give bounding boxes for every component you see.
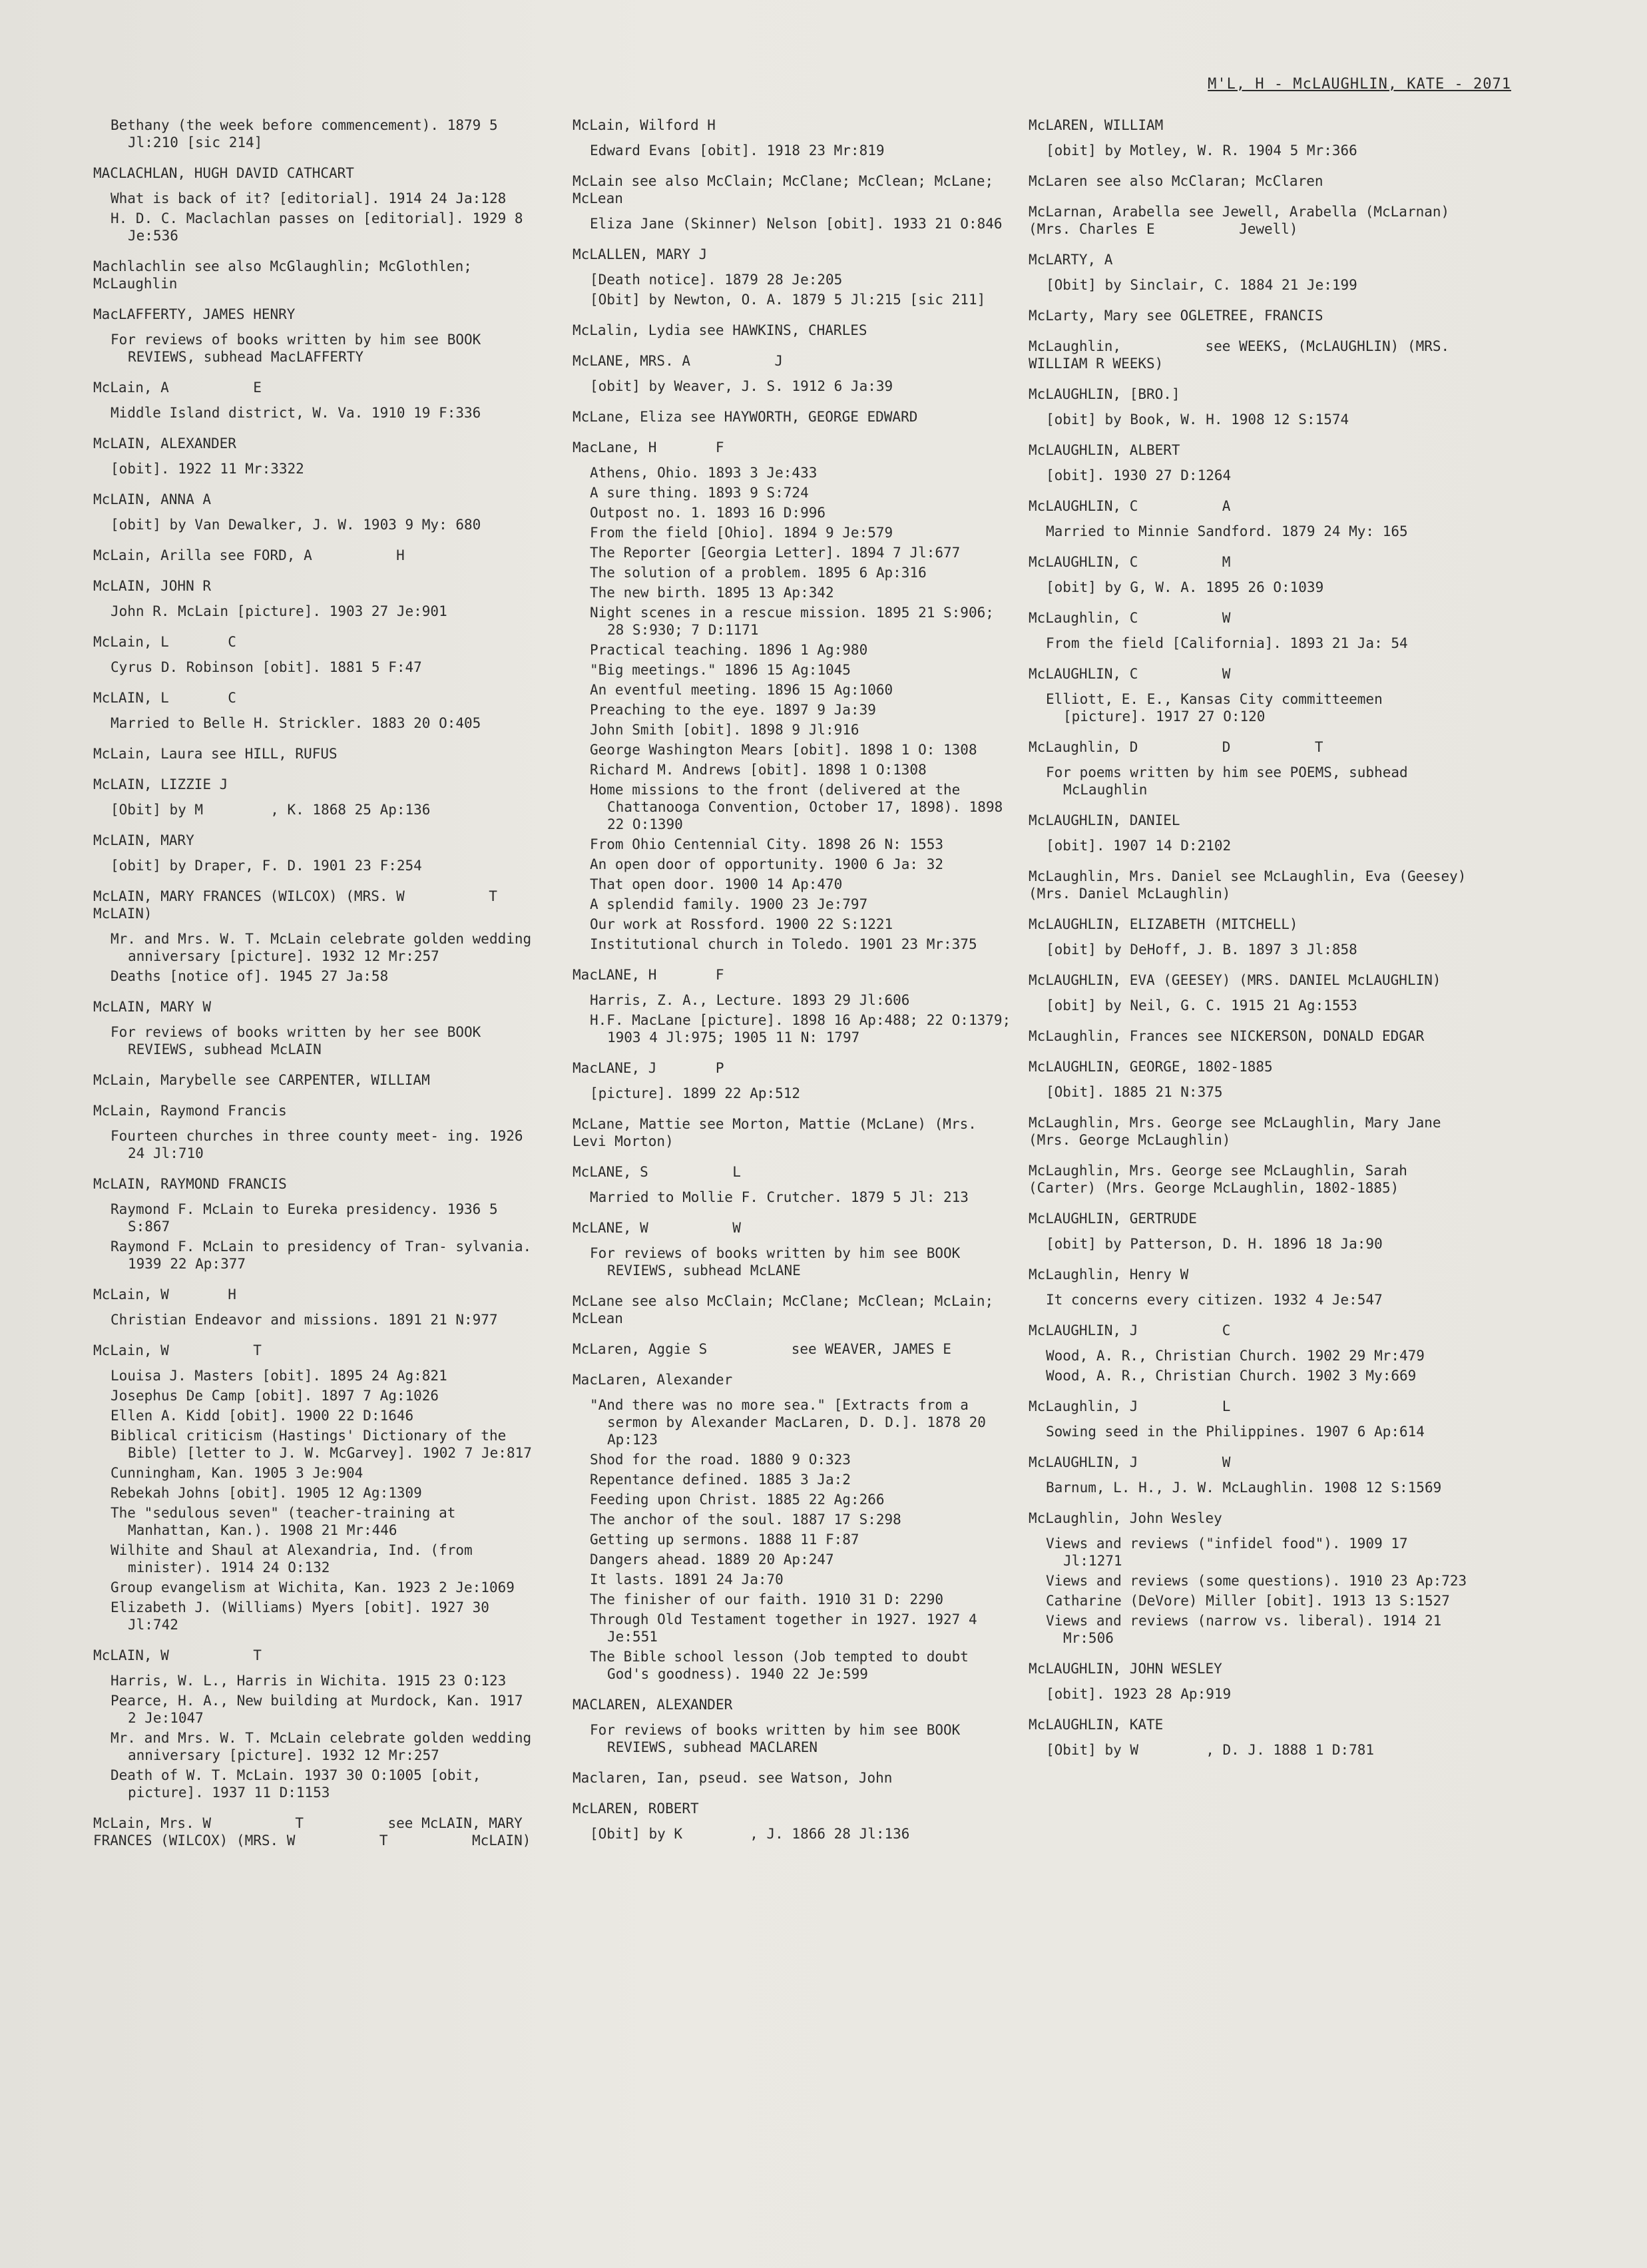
index-entry <box>93 1342 533 1633</box>
entry-heading: McLAIN, L C <box>93 690 236 706</box>
entry-citation: Biblical criticism (Hastings' Dictionary of the Bible) [letter to J. W. McGarvey]. 1902 7 Je:817 <box>111 1428 532 1461</box>
entry-citation: For reviews of books written by him see BOOK REVIEWS, subhead MACLAREN <box>590 1722 969 1755</box>
index-entry <box>93 258 533 292</box>
index-entry <box>1029 338 1468 372</box>
column-3 <box>1029 117 1475 1772</box>
entry-heading: McLAUGHLIN, J C <box>1029 1322 1231 1338</box>
entry-citation: H.F. MacLane [picture]. 1898 16 Ap:488; 22 O:1379; 1903 4 Jl:975; 1905 11 N: 1797 <box>590 1012 1019 1045</box>
entry-heading: McLain, Arilla see FORD, A H <box>93 547 405 563</box>
index-entry <box>1029 972 1468 1014</box>
entry-citation: A sure thing. 1893 9 S:724 <box>590 485 809 501</box>
entry-citation: [obit] by Neil, G. C. 1915 21 Ag:1553 <box>1046 997 1357 1013</box>
entry-citation: [Obit] by K , J. 1866 28 Jl:136 <box>590 1826 910 1842</box>
entry-heading: McLaughlin, Frances see NICKERSON, DONALD EDGAR <box>1029 1028 1425 1044</box>
entry-citation: Institutional church in Toledo. 1901 23 Mr:375 <box>590 936 977 952</box>
index-entry <box>93 1175 540 1273</box>
entry-heading: McLAUGHLIN, [BRO.] <box>1029 386 1180 402</box>
index-entry <box>1029 609 1468 652</box>
entry-heading: McLane, Mattie see Morton, Mattie (McLane) (Mrs. Levi Morton) <box>573 1116 985 1149</box>
entry-citation: Practical teaching. 1896 1 Ag:980 <box>590 642 868 658</box>
index-entry <box>1029 1510 1468 1647</box>
entry-citation: [Obit] by M , K. 1868 25 Ap:136 <box>111 802 431 818</box>
entry-heading: McLarnan, Arabella see Jewell, Arabella (McLarnan) (Mrs. Charles E Jewell) <box>1029 204 1458 237</box>
entry-citation: Harris, W. L., Harris in Wichita. 1915 23 O:123 <box>111 1673 507 1689</box>
index-entry <box>93 1647 540 1801</box>
entry-citation: Group evangelism at Wichita, Kan. 1923 2 Je:1069 <box>111 1579 515 1595</box>
entry-citation: John R. McLain [picture]. 1903 27 Je:901 <box>111 603 447 619</box>
entry-citation: Views and reviews ("infidel food"). 1909 17 Jl:1271 <box>1046 1536 1417 1569</box>
entry-citation: The Reporter [Georgia Letter]. 1894 7 Jl:677 <box>590 545 961 561</box>
entry-citation: [Obit] by Sinclair, C. 1884 21 Je:199 <box>1046 277 1357 293</box>
entry-heading: McLain, L C <box>93 634 236 650</box>
index-entry <box>1029 1210 1468 1253</box>
index-entry <box>1029 1162 1468 1197</box>
index-entry <box>1029 203 1468 238</box>
entry-heading: McLAIN, ALEXANDER <box>93 435 236 451</box>
index-entry <box>573 322 1012 339</box>
entry-citation: [Obit] by Newton, O. A. 1879 5 Jl:215 [sic 211] <box>590 292 986 308</box>
entry-citation: Barnum, L. H., J. W. McLaughlin. 1908 12 S:1569 <box>1046 1480 1442 1496</box>
entry-citation: For reviews of books written by her see BOOK REVIEWS, subhead McLAIN <box>111 1024 489 1057</box>
entry-heading: McLALLEN, MARY J <box>573 246 708 262</box>
entry-citation: Christian Endeavor and missions. 1891 21 N:977 <box>111 1312 498 1328</box>
index-entry <box>1029 1266 1468 1308</box>
entry-citation: Views and reviews (narrow vs. liberal). 1914 21 Mr:506 <box>1046 1613 1450 1646</box>
entry-heading: McLAIN, LIZZIE J <box>93 776 228 792</box>
index-entry <box>93 1071 533 1089</box>
index-entry <box>93 1815 533 1849</box>
index-entry <box>1029 812 1468 854</box>
entry-heading: McLAUGHLIN, C W <box>1029 666 1231 682</box>
entry-citation: Richard M. Andrews [obit]. 1898 1 O:1308 <box>590 762 927 778</box>
entry-citation: A splendid family. 1900 23 Je:797 <box>590 896 868 912</box>
index-entry <box>573 1371 1012 1683</box>
index-entry <box>93 888 582 985</box>
index-entry <box>93 776 533 818</box>
entry-heading: Machlachlin see also McGlaughlin; McGlothlen; McLaughlin <box>93 258 481 292</box>
entry-citation: Sowing seed in the Philippines. 1907 6 Ap:614 <box>1046 1424 1425 1440</box>
index-entry <box>1029 738 1468 798</box>
entry-heading: McLAREN, ROBERT <box>573 1801 699 1817</box>
entry-citation: Our work at Rossford. 1900 22 S:1221 <box>590 916 893 932</box>
entry-citation: From the field [Ohio]. 1894 9 Je:579 <box>590 525 893 541</box>
entry-heading: McLAUGHLIN, KATE <box>1029 1717 1164 1733</box>
entry-citation: An open door of opportunity. 1900 6 Ja: 32 <box>590 856 944 872</box>
entry-citation: Married to Belle H. Strickler. 1883 20 O:405 <box>111 715 481 731</box>
entry-heading: MacLANE, J P <box>573 1060 724 1076</box>
entry-heading: McLAUGHLIN, JOHN WESLEY <box>1029 1661 1222 1677</box>
entry-citation: [Obit]. 1885 21 N:375 <box>1046 1084 1223 1100</box>
entry-heading: McLANE, MRS. A J <box>573 353 784 369</box>
index-entry <box>573 1800 1012 1843</box>
entry-citation: Shod for the road. 1880 9 O:323 <box>590 1452 851 1468</box>
entry-heading: McLAIN, MARY <box>93 832 194 848</box>
entry-heading: McLaughlin, Mrs. Daniel see McLaughlin, Eva (Geesey) (Mrs. Daniel McLaughlin) <box>1029 868 1475 902</box>
index-entry <box>1029 1027 1468 1045</box>
index-entry <box>93 998 533 1058</box>
entry-heading: McLAIN, ANNA A <box>93 491 212 507</box>
index-entry <box>1029 665 1468 725</box>
entry-heading: McLAUGHLIN, ELIZABETH (MITCHELL) <box>1029 916 1298 932</box>
entry-citation: [obit] by Van Dewalker, J. W. 1903 9 My: 680 <box>111 517 481 533</box>
index-entry <box>573 1292 1012 1327</box>
index-entry <box>1029 868 1475 902</box>
index-entry <box>93 577 533 620</box>
entry-citation: Mr. and Mrs. W. T. McLain celebrate golden wedding anniversary [picture]. 1932 12 Mr:257 <box>111 931 540 964</box>
entry-heading: McLain, Raymond Francis <box>93 1103 287 1119</box>
index-entry <box>93 435 533 477</box>
entry-citation: Wood, A. R., Christian Church. 1902 3 My:669 <box>1046 1368 1417 1384</box>
entry-heading: McLaughlin, Mrs. George see McLaughlin, Mary Jane (Mrs. George McLaughlin) <box>1029 1115 1450 1148</box>
entry-heading: McLAIN, RAYMOND FRANCIS <box>93 1176 287 1192</box>
entry-citation: Through Old Testament together in 1927. 1927 4 Je:551 <box>590 1611 986 1645</box>
index-entry <box>573 117 1012 159</box>
entry-citation: [obit] by Book, W. H. 1908 12 S:1574 <box>1046 412 1349 427</box>
entry-citation: What is back of it? [editorial]. 1914 24 Ja:128 <box>111 190 507 206</box>
entry-citation: That open door. 1900 14 Ap:470 <box>590 876 843 892</box>
entry-citation: The new birth. 1895 13 Ap:342 <box>590 585 834 601</box>
entry-citation: Raymond F. McLain to presidency of Tran- sylvania. 1939 22 Ap:377 <box>111 1239 540 1272</box>
index-entry <box>93 306 533 366</box>
entry-heading: McLaughlin, D D T <box>1029 739 1323 755</box>
index-entry <box>1029 1716 1468 1759</box>
entry-citation: Home missions to the front (delivered at the Chattanooga Convention, October 17, 1898). 1898 22 O:1390 <box>590 782 1011 832</box>
entry-citation: [obit]. 1922 11 Mr:3322 <box>111 461 304 477</box>
entry-citation: "Big meetings." 1896 15 Ag:1045 <box>590 662 851 678</box>
entry-citation: Repentance defined. 1885 3 Ja:2 <box>590 1472 851 1488</box>
entry-heading: McLAUGHLIN, EVA (GEESEY) (MRS. DANIEL McLAUGHLIN) <box>1029 972 1441 988</box>
entry-citation: Getting up sermons. 1888 11 F:87 <box>590 1532 859 1548</box>
entry-citation: George Washington Mears [obit]. 1898 1 O: 1308 <box>590 742 977 758</box>
entry-citation: Views and reviews (some questions). 1910 23 Ap:723 <box>1046 1573 1467 1589</box>
entry-citation: [obit] by Patterson, D. H. 1896 18 Ja:90 <box>1046 1236 1383 1252</box>
index-entry <box>573 352 1012 395</box>
entry-citation: [Obit] by W , D. J. 1888 1 D:781 <box>1046 1742 1375 1758</box>
entry-citation: Athens, Ohio. 1893 3 Je:433 <box>590 465 818 481</box>
entry-citation: [obit] by DeHoff, J. B. 1897 3 Jl:858 <box>1046 942 1357 958</box>
index-entry <box>573 1059 1012 1102</box>
index-entry <box>573 1163 1012 1206</box>
index-entry <box>1029 307 1468 324</box>
entry-citation: [obit] by G, W. A. 1895 26 O:1039 <box>1046 579 1324 595</box>
index-entry <box>1029 1114 1468 1149</box>
entry-heading: McLain, Wilford H <box>573 117 716 133</box>
entry-citation: Fourteen churches in three county meet- ing. 1926 24 Jl:710 <box>111 1128 532 1161</box>
entry-citation: Outpost no. 1. 1893 16 D:996 <box>590 505 826 521</box>
index-entry <box>93 164 533 244</box>
entry-citation: [obit] by Weaver, J. S. 1912 6 Ja:39 <box>590 378 893 394</box>
entry-citation: [obit]. 1923 28 Ap:919 <box>1046 1686 1232 1702</box>
entry-heading: MACLACHLAN, HUGH DAVID CATHCART <box>93 165 354 181</box>
entry-citation: Married to Minnie Sandford. 1879 24 My: 165 <box>1046 523 1408 539</box>
entry-citation: Louisa J. Masters [obit]. 1895 24 Ag:821 <box>111 1368 447 1384</box>
index-entry <box>93 547 533 564</box>
entry-citation: [picture]. 1899 22 Ap:512 <box>590 1085 801 1101</box>
entry-citation: From the field [California]. 1893 21 Ja: 54 <box>1046 635 1408 651</box>
entry-citation: Pearce, H. A., New building at Murdock, Kan. 1917 2 Je:1047 <box>111 1693 532 1726</box>
entry-heading: McLain, Mrs. W T see McLAIN, MARY FRANCES (WILCOX) (MRS. W T McLAIN) <box>93 1815 531 1848</box>
entry-heading: McLAUGHLIN, ALBERT <box>1029 442 1180 458</box>
index-entry <box>93 1286 533 1328</box>
index-entry <box>573 966 1019 1046</box>
entry-heading: McLAIN, MARY FRANCES (WILCOX) (MRS. W T McLAIN) <box>93 888 582 922</box>
index-entry <box>93 379 533 422</box>
entry-heading: McLAUGHLIN, GERTRUDE <box>1029 1211 1197 1227</box>
entry-citation: Deaths [notice of]. 1945 27 Ja:58 <box>111 968 389 984</box>
entry-citation: The "sedulous seven" (teacher-training at Manhattan, Kan.). 1908 21 Mr:446 <box>111 1505 465 1538</box>
entry-heading: McLane see also McClain; McClane; McClean; McLain; McLean <box>573 1293 1002 1326</box>
entry-heading: McLalin, Lydia see HAWKINS, CHARLES <box>573 322 867 338</box>
entry-citation: For reviews of books written by him see BOOK REVIEWS, subhead McLANE <box>590 1245 969 1278</box>
column-1 <box>93 117 582 1862</box>
index-entry <box>1029 441 1468 484</box>
index-entry <box>573 1115 1012 1150</box>
entry-heading: McLAIN, W T <box>93 1647 262 1663</box>
entry-heading: McLAREN, WILLIAM <box>1029 117 1164 133</box>
index-entry <box>93 745 533 762</box>
index-entry <box>1029 1454 1468 1496</box>
entry-citation: Wilhite and Shaul at Alexandria, Ind. (from minister). 1914 24 O:132 <box>111 1542 481 1575</box>
entry-heading: McLain, A E <box>93 380 262 396</box>
entry-citation: Raymond F. McLain to Eureka presidency. 1936 5 S:867 <box>111 1201 507 1235</box>
entry-citation: Wood, A. R., Christian Church. 1902 29 Mr:479 <box>1046 1348 1425 1364</box>
entry-citation: Married to Mollie F. Crutcher. 1879 5 Jl: 213 <box>590 1189 969 1205</box>
entry-heading: McLaren, Aggie S see WEAVER, JAMES E <box>573 1341 951 1357</box>
running-head: M'L, H - McLAUGHLIN, KATE - 2071 <box>1208 76 1511 93</box>
index-entry <box>1029 916 1468 958</box>
entry-heading: McLANE, W W <box>573 1220 741 1236</box>
entry-citation: The finisher of our faith. 1910 31 D: 2290 <box>590 1591 944 1607</box>
index-entry <box>1029 172 1468 190</box>
entry-heading: McLaughlin, John Wesley <box>1029 1510 1222 1526</box>
entry-heading: MACLAREN, ALEXANDER <box>573 1697 733 1713</box>
entry-heading: McLain see also McClain; McClane; McClean; McLane; McLean <box>573 173 1002 206</box>
index-entry <box>573 172 1012 232</box>
entry-citation: Rebekah Johns [obit]. 1905 12 Ag:1309 <box>111 1485 422 1501</box>
entry-heading: McLAUGHLIN, C M <box>1029 554 1231 570</box>
index-entry <box>93 689 533 732</box>
entry-citation: An eventful meeting. 1896 15 Ag:1060 <box>590 682 893 698</box>
entry-heading: McLARTY, A <box>1029 252 1113 268</box>
index-entry <box>573 246 1012 308</box>
index-entry <box>1029 1058 1468 1101</box>
index-entry <box>93 117 533 151</box>
entry-citation: Bethany (the week before commencement). 1879 5 Jl:210 [sic 214] <box>111 117 507 150</box>
entry-heading: McLane, Eliza see HAYWORTH, GEORGE EDWARD <box>573 409 918 425</box>
index-entry <box>1029 386 1468 428</box>
index-entry <box>93 491 533 533</box>
entry-heading: MacLANE, H F <box>573 967 724 983</box>
entry-citation: Catharine (DeVore) Miller [obit]. 1913 13 S:1527 <box>1046 1593 1450 1609</box>
index-entry <box>1029 553 1468 596</box>
entry-citation: It concerns every citizen. 1932 4 Je:547 <box>1046 1292 1383 1308</box>
index-entry <box>1029 1660 1468 1703</box>
entry-citation: [obit]. 1907 14 D:2102 <box>1046 838 1232 854</box>
entry-citation: Mr. and Mrs. W. T. McLain celebrate golden wedding anniversary [picture]. 1932 12 Mr:257 <box>111 1730 540 1763</box>
entry-citation: Night scenes in a rescue mission. 1895 21 S:906; 28 S:930; 7 D:1171 <box>590 605 1003 638</box>
entry-heading: McLaughlin, C W <box>1029 610 1231 626</box>
entry-heading: McLAIN, MARY W <box>93 999 212 1015</box>
entry-heading: McLaughlin, Mrs. George see McLaughlin, Sarah (Carter) (Mrs. George McLaughlin, 1802-1885) <box>1029 1163 1416 1196</box>
entry-citation: Harris, Z. A., Lecture. 1893 29 Jl:606 <box>590 992 910 1008</box>
index-entry <box>573 408 1012 425</box>
index-entry <box>93 832 533 874</box>
entry-citation: For reviews of books written by him see BOOK REVIEWS, subhead MacLAFFERTY <box>111 332 489 365</box>
entry-heading: MacLaren, Alexander <box>573 1372 733 1388</box>
entry-heading: McLAUGHLIN, J W <box>1029 1454 1231 1470</box>
entry-heading: McLAUGHLIN, GEORGE, 1802-1885 <box>1029 1059 1273 1075</box>
entry-citation: The Bible school lesson (Job tempted to doubt God's goodness). 1940 22 Je:599 <box>590 1649 977 1682</box>
entry-citation: Death of W. T. McLain. 1937 30 O:1005 [obit, picture]. 1937 11 D:1153 <box>111 1767 489 1801</box>
entry-citation: Elliott, E. E., Kansas City committeemen [picture]. 1917 27 O:120 <box>1046 691 1391 724</box>
entry-heading: McLAUGHLIN, DANIEL <box>1029 812 1180 828</box>
index-entry <box>573 439 1012 953</box>
entry-citation: Elizabeth J. (Williams) Myers [obit]. 1927 30 Jl:742 <box>111 1599 498 1633</box>
entry-heading: McLaughlin, J L <box>1029 1398 1231 1414</box>
entry-citation: From Ohio Centennial City. 1898 26 N: 1553 <box>590 836 944 852</box>
index-entry <box>573 1219 1012 1279</box>
entry-citation: H. D. C. Maclachlan passes on [editorial]. 1929 8 Je:536 <box>111 210 532 244</box>
entry-heading: McLaughlin, Henry W <box>1029 1267 1189 1282</box>
index-entry <box>1029 497 1468 540</box>
entry-heading: McLarty, Mary see OGLETREE, FRANCIS <box>1029 308 1323 324</box>
entry-citation: Dangers ahead. 1889 20 Ap:247 <box>590 1552 834 1567</box>
entry-citation: For poems written by him see POEMS, subhead McLaughlin <box>1046 764 1417 798</box>
column-2 <box>573 117 1019 1856</box>
entry-citation: "And there was no more sea." [Extracts from a sermon by Alexander MacLaren, D. D.]. 1878 20 Ap:123 <box>590 1397 995 1448</box>
entry-citation: [obit] by Draper, F. D. 1901 23 F:254 <box>111 858 422 874</box>
entry-citation: Josephus De Camp [obit]. 1897 7 Ag:1026 <box>111 1388 439 1404</box>
index-entry <box>1029 1398 1468 1440</box>
entry-citation: [Death notice]. 1879 28 Je:205 <box>590 272 843 288</box>
entry-heading: MacLane, H F <box>573 439 724 455</box>
index-entry <box>573 1340 1012 1358</box>
entry-citation: Eliza Jane (Skinner) Nelson [obit]. 1933 21 O:846 <box>590 216 1003 232</box>
entry-citation: Ellen A. Kidd [obit]. 1900 22 D:1646 <box>111 1408 414 1424</box>
entry-heading: MacLAFFERTY, JAMES HENRY <box>93 306 296 322</box>
entry-heading: McLAUGHLIN, C A <box>1029 498 1231 514</box>
entry-citation: The solution of a problem. 1895 6 Ap:316 <box>590 565 927 581</box>
index-entry <box>1029 1322 1468 1384</box>
entry-citation: Edward Evans [obit]. 1918 23 Mr:819 <box>590 142 885 158</box>
entry-heading: McLain, W H <box>93 1286 236 1302</box>
index-entry <box>1029 251 1468 294</box>
entry-citation: Preaching to the eye. 1897 9 Ja:39 <box>590 702 876 718</box>
entry-citation: Feeding upon Christ. 1885 22 Ag:266 <box>590 1492 885 1508</box>
entry-heading: McLaren see also McClaran; McClaren <box>1029 173 1323 189</box>
entry-heading: McLAIN, JOHN R <box>93 578 212 594</box>
entry-heading: McLain, W T <box>93 1342 262 1358</box>
entry-citation: It lasts. 1891 24 Ja:70 <box>590 1571 784 1587</box>
index-entry <box>93 1102 533 1162</box>
index-entry <box>573 1696 1012 1756</box>
entry-heading: McLANE, S L <box>573 1164 741 1180</box>
entry-citation: The anchor of the soul. 1887 17 S:298 <box>590 1512 901 1528</box>
entry-heading: McLain, Marybelle see CARPENTER, WILLIAM <box>93 1072 430 1088</box>
entry-citation: Middle Island district, W. Va. 1910 19 F:336 <box>111 405 481 421</box>
entry-citation: John Smith [obit]. 1898 9 Jl:916 <box>590 722 859 738</box>
entry-citation: Cunningham, Kan. 1905 3 Je:904 <box>111 1465 363 1481</box>
index-entry <box>93 633 533 676</box>
entry-heading: Maclaren, Ian, pseud. see Watson, John <box>573 1770 893 1786</box>
entry-heading: McLaughlin, see WEEKS, (McLAUGHLIN) (MRS. WILLIAM R WEEKS) <box>1029 338 1458 372</box>
entry-citation: Cyrus D. Robinson [obit]. 1881 5 F:47 <box>111 659 422 675</box>
index-entry <box>573 1769 1012 1787</box>
entry-citation: [obit] by Motley, W. R. 1904 5 Mr:366 <box>1046 142 1357 158</box>
index-entry <box>1029 117 1468 159</box>
entry-citation: [obit]. 1930 27 D:1264 <box>1046 467 1232 483</box>
entry-heading: McLain, Laura see HILL, RUFUS <box>93 746 338 762</box>
